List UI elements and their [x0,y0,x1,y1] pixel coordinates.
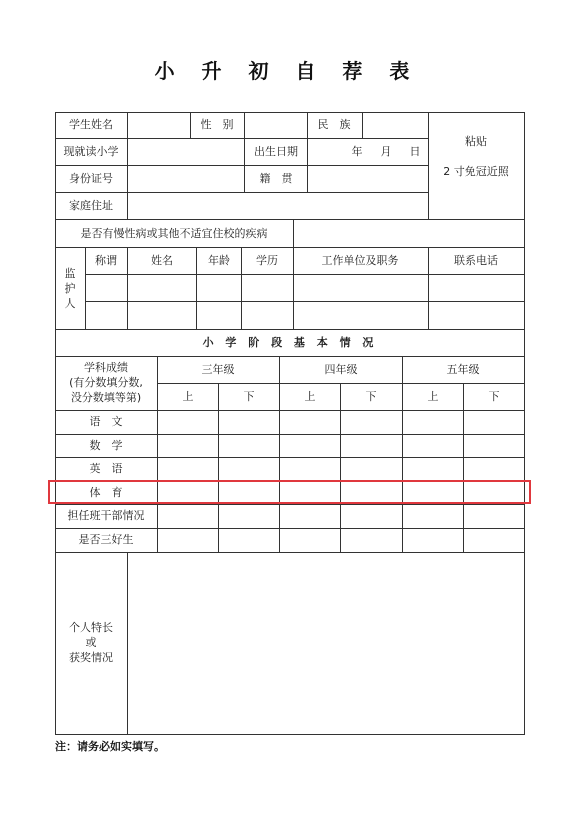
guardian-header-relation: 称谓 [95,254,117,267]
subject-chinese: 语 文 [89,415,123,428]
three-good-row[interactable] [158,529,524,552]
grade-4: 四年级 [324,363,358,376]
score-row-english[interactable] [158,458,524,481]
subject-math: 数 学 [89,439,123,452]
guardian-header-name: 姓名 [151,254,173,267]
label-gender: 性 别 [200,118,234,131]
birth-day-unit: 日 [409,145,421,158]
term-g3-first: 上 [182,390,194,403]
label-three-good: 是否三好生 [78,533,134,546]
subject-pe: 体 育 [89,486,123,499]
chronic-disease-field[interactable] [294,220,524,247]
form-note: 注：请务必如实填写。 [55,740,165,753]
specialty-field[interactable] [128,553,524,734]
label-id-number: 身份证号 [69,172,113,185]
guardian-label-3: 人 [64,297,76,310]
term-g3-second: 下 [243,390,255,403]
label-birth-date: 出生日期 [254,145,298,158]
primary-section-title: 小 学 阶 段 基 本 情 况 [202,336,378,349]
specialty-label-1: 个人特长 [69,621,113,634]
label-native-place: 籍 贯 [259,172,293,185]
score-row-chinese[interactable] [158,411,524,434]
photo-label-size: 2 寸免冠近照 [443,165,509,178]
label-chronic-disease: 是否有慢性病或其他不适宜住校的疾病 [80,227,268,240]
ethnicity-field[interactable] [363,113,428,138]
form-title: 小 升 初 自 荐 表 [154,59,420,83]
score-row-math[interactable] [158,435,524,457]
pe-row-highlight [48,480,531,504]
gender-field[interactable] [245,113,307,138]
guardian-header-age: 年龄 [208,254,230,267]
grade-3: 三年级 [201,363,235,376]
score-label-line3: 没分数填等第) [70,391,142,404]
term-g4-second: 下 [365,390,377,403]
address-field[interactable] [128,193,428,219]
specialty-label-3: 获奖情况 [69,651,113,664]
id-number-field[interactable] [128,166,244,192]
birth-year-unit: 年 [351,145,363,158]
birth-month-unit: 月 [380,145,392,158]
guardian-header-education: 学历 [256,254,278,267]
grade-5: 五年级 [446,363,480,376]
term-g5-first: 上 [427,390,439,403]
score-label-line2: (有分数填分数, [69,376,143,389]
guardian-row-1[interactable] [86,275,524,301]
term-g4-first: 上 [304,390,316,403]
specialty-label-2: 或 [85,636,97,649]
label-current-school: 现就读小学 [63,145,119,158]
term-g5-second: 下 [488,390,500,403]
guardian-header-employer: 工作单位及职务 [321,254,399,267]
current-school-field[interactable] [128,139,244,165]
student-name-field[interactable] [128,113,190,138]
label-ethnicity: 民 族 [317,118,351,131]
guardian-row-2[interactable] [86,302,524,329]
guardian-header-phone: 联系电话 [454,254,498,267]
class-cadre-row[interactable] [158,505,524,528]
label-address: 家庭住址 [69,199,113,212]
label-student-name: 学生姓名 [69,118,113,131]
guardian-label-1: 监 [64,267,76,280]
photo-label-paste: 粘贴 [465,135,487,148]
label-class-cadre: 担任班干部情况 [67,509,145,522]
native-place-field[interactable] [308,166,428,192]
guardian-label-2: 护 [64,282,76,295]
score-label-line1: 学科成绩 [84,361,128,374]
subject-english: 英 语 [89,462,123,475]
